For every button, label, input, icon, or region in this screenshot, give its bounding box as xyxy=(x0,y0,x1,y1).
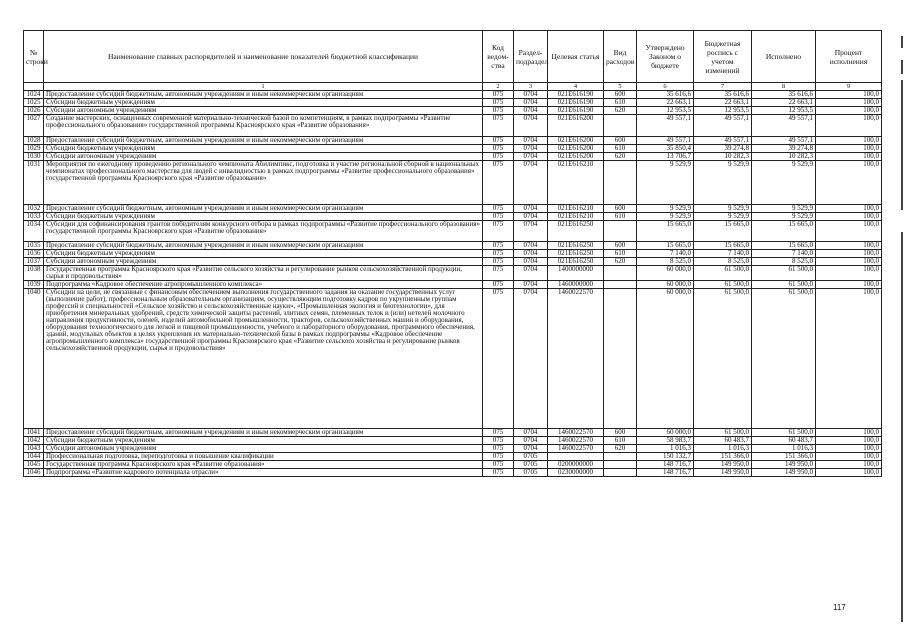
colnum-7: 7 xyxy=(694,83,752,91)
cell-type: 620 xyxy=(604,153,637,161)
header-percent: Процент исполнения xyxy=(816,31,882,83)
cell-code: 075 xyxy=(483,161,514,205)
cell-budget: 8 525,0 xyxy=(694,258,752,266)
cell-name: Мероприятия по ежегодному проведению регионального чемпионата Абилимпикс, подготовка и участие региональной сборной в национальных чемпионатах профессионального мастерства для людей с инвалидностью в рамках подпрограммы «Развитие профессионального образования» государственной программы Красноярского края «Развитие образования» xyxy=(44,161,483,205)
cell-executed: 35 616,6 xyxy=(752,91,816,99)
cell-approved: 9 529,9 xyxy=(637,213,694,221)
cell-budget: 9 529,9 xyxy=(694,205,752,213)
cell-no: 1042 xyxy=(24,437,44,445)
colnum-5: 5 xyxy=(604,83,637,91)
cell-approved: 9 529,9 xyxy=(637,205,694,213)
cell-code: 075 xyxy=(483,205,514,213)
cell-code: 075 xyxy=(483,213,514,221)
cell-executed: 9 529,9 xyxy=(752,213,816,221)
cell-target: 021Е616250 xyxy=(548,250,604,258)
cell-target: 021Е616190 xyxy=(548,91,604,99)
cell-budget: 10 282,3 xyxy=(694,153,752,161)
cell-code: 075 xyxy=(483,137,514,145)
cell-no: 1024 xyxy=(24,91,44,99)
cell-percent: 100,0 xyxy=(816,445,882,453)
cell-type: 620 xyxy=(604,258,637,266)
cell-type xyxy=(604,161,637,205)
cell-type xyxy=(604,266,637,281)
cell-section: 0704 xyxy=(514,107,548,115)
cell-section: 0704 xyxy=(514,137,548,145)
cell-approved: 49 557,1 xyxy=(637,137,694,145)
cell-approved: 15 665,0 xyxy=(637,242,694,250)
cell-section: 0704 xyxy=(514,266,548,281)
cell-no: 1039 xyxy=(24,281,44,289)
cell-budget: 61 500,0 xyxy=(694,281,752,289)
cell-type: 600 xyxy=(604,429,637,437)
cell-executed: 15 665,0 xyxy=(752,242,816,250)
cell-budget: 22 663,1 xyxy=(694,99,752,107)
cell-approved: 7 140,0 xyxy=(637,250,694,258)
cell-type: 620 xyxy=(604,445,637,453)
cell-code: 075 xyxy=(483,461,514,469)
cell-section: 0704 xyxy=(514,289,548,429)
cell-percent: 100,0 xyxy=(816,115,882,137)
cell-name: Государственная программа Красноярского края «Развитие сельского хозяйства и регулирование рынков сельскохозяйственной продукции, сырья и продовольствия» xyxy=(44,266,483,281)
cell-budget: 35 616,6 xyxy=(694,91,752,99)
cell-approved: 35 616,6 xyxy=(637,91,694,99)
cell-section: 0704 xyxy=(514,153,548,161)
table-row xyxy=(24,469,882,477)
cell-executed: 149 950,0 xyxy=(752,461,816,469)
cell-approved: 12 953,5 xyxy=(637,107,694,115)
cell-target: 1400000000 xyxy=(548,266,604,281)
cell-approved: 49 557,1 xyxy=(637,115,694,137)
cell-target: 021Е616200 xyxy=(548,145,604,153)
cell-target: 021Е616200 xyxy=(548,115,604,137)
cell-section: 0704 xyxy=(514,242,548,250)
cell-no: 1035 xyxy=(24,242,44,250)
cell-no: 1033 xyxy=(24,213,44,221)
cell-executed: 12 953,5 xyxy=(752,107,816,115)
page-number: 117 xyxy=(833,603,846,612)
cell-section: 0704 xyxy=(514,205,548,213)
header-section: Раздел-подраздел xyxy=(514,31,548,83)
colnum-2: 2 xyxy=(483,83,514,91)
cell-name: Субсидии бюджетным учреждениям xyxy=(44,437,483,445)
colnum-8: 8 xyxy=(752,83,816,91)
cell-no: 1041 xyxy=(24,429,44,437)
cell-executed: 49 557,1 xyxy=(752,137,816,145)
colnum-3: 3 xyxy=(514,83,548,91)
cell-budget: 149 950,0 xyxy=(694,469,752,477)
cell-section: 0704 xyxy=(514,429,548,437)
header-target: Целевая статья xyxy=(548,31,604,83)
cell-name: Субсидии автономным учреждениям xyxy=(44,153,483,161)
cell-percent: 100,0 xyxy=(816,461,882,469)
cell-executed: 8 525,0 xyxy=(752,258,816,266)
cell-section: 0704 xyxy=(514,221,548,242)
colnum-4: 4 xyxy=(548,83,604,91)
cell-type: 610 xyxy=(604,213,637,221)
cell-approved: 60 000,0 xyxy=(637,429,694,437)
header-budget: Бюджетная роспись с учетом изменений xyxy=(694,31,752,83)
cell-no: 1037 xyxy=(24,258,44,266)
budget-execution-table xyxy=(23,30,882,477)
cell-name: Предоставление субсидий бюджетным, автономным учреждениям и иным некоммерческим организациям xyxy=(44,242,483,250)
cell-budget: 12 953,5 xyxy=(694,107,752,115)
cell-approved: 58 983,7 xyxy=(637,437,694,445)
cell-executed: 10 282,3 xyxy=(752,153,816,161)
cell-code: 075 xyxy=(483,221,514,242)
header-name: Наименование главных распорядителей и наименование показателей бюджетной классификации xyxy=(44,31,483,83)
cell-code: 075 xyxy=(483,469,514,477)
cell-no: 1026 xyxy=(24,107,44,115)
cell-target: 021Е616190 xyxy=(548,107,604,115)
cell-percent: 100,0 xyxy=(816,453,882,461)
cell-budget: 151 366,0 xyxy=(694,453,752,461)
cell-budget: 149 950,0 xyxy=(694,461,752,469)
cell-percent: 100,0 xyxy=(816,281,882,289)
cell-code: 075 xyxy=(483,453,514,461)
budget-table-container xyxy=(23,30,881,477)
colnum-1: 1 xyxy=(44,83,483,91)
cell-name: Создание мастерских, оснащенных современной материально-технической базой по компетенциям, в рамках подпрограммы «Развитие профессионального образования» государственной программы Красноярского края «Развитие образования» xyxy=(44,115,483,137)
cell-percent: 100,0 xyxy=(816,145,882,153)
cell-budget: 39 274,8 xyxy=(694,145,752,153)
header-code: Код ведом-ства xyxy=(483,31,514,83)
cell-type: 610 xyxy=(604,437,637,445)
table-row xyxy=(24,266,882,281)
cell-budget: 15 665,0 xyxy=(694,242,752,250)
cell-budget: 61 500,0 xyxy=(694,429,752,437)
cell-code: 075 xyxy=(483,289,514,429)
cell-name: Государственная программа Красноярского края «Развитие образования» xyxy=(44,461,483,469)
cell-no: 1040 xyxy=(24,289,44,429)
cell-type xyxy=(604,115,637,137)
cell-code: 075 xyxy=(483,115,514,137)
cell-code: 075 xyxy=(483,107,514,115)
cell-budget: 15 665,0 xyxy=(694,221,752,242)
cell-name: Субсидии для софинансирования грантов победителям конкурсного отбора в рамках подпрограммы «Развитие профессионального образования» государственной программы Красноярского края «Развитие образования» xyxy=(44,221,483,242)
cell-executed: 60 483,7 xyxy=(752,437,816,445)
cell-percent: 100,0 xyxy=(816,153,882,161)
cell-target: 021Е616210 xyxy=(548,161,604,205)
cell-percent: 100,0 xyxy=(816,213,882,221)
cell-section: 0704 xyxy=(514,115,548,137)
cell-target: 021Е616250 xyxy=(548,258,604,266)
cell-code: 075 xyxy=(483,242,514,250)
cell-section: 0704 xyxy=(514,99,548,107)
cell-name: Предоставление субсидий бюджетным, автономным учреждениям и иным некоммерческим организациям xyxy=(44,137,483,145)
cell-name: Субсидии бюджетным учреждениям xyxy=(44,213,483,221)
table-row xyxy=(24,289,882,429)
cell-name: Субсидии на цели, не связанные с финансовым обеспечением выполнения государственного задания на оказание государственных услуг (выполнение работ), профессиональным образовательным организациям, осуществляющим подготовку кадров по укрупненным группам профессий и специальностей «Сельское хозяйство и сельскохозяйственные науки», «Промышленная экология и биотехнологии», для приобретения минеральных удобрений, средств химической защиты растений, элитных семян, племенных телок и (или) нетелей молочного направления продуктивности, оленей, изделий автомобильной промышленности, тракторов, сельскохозяйственных машин и оборудования, оборудования технологического для легкой и пищевой промышленности, учебного и лабораторного оборудования, программного обеспечения, зданий, модульных объектов в целях укрепления их материально-технической базы в рамках подпрограммы «Кадровое обеспечение агропромышленного комплекса» государственной программы Красноярского края «Развитие сельского хозяйства и регулирование рынков сельскохозяйственной продукции, сырья и продовольствия» xyxy=(44,289,483,429)
cell-percent: 100,0 xyxy=(816,205,882,213)
cell-budget: 49 557,1 xyxy=(694,115,752,137)
cell-target: 1460022570 xyxy=(548,445,604,453)
table-row xyxy=(24,221,882,242)
cell-executed: 39 274,8 xyxy=(752,145,816,153)
cell-type: 610 xyxy=(604,99,637,107)
cell-budget: 9 529,9 xyxy=(694,161,752,205)
cell-executed: 151 366,0 xyxy=(752,453,816,461)
table-row xyxy=(24,115,882,137)
cell-no: 1030 xyxy=(24,153,44,161)
cell-budget: 61 500,0 xyxy=(694,266,752,281)
cell-budget: 1 016,3 xyxy=(694,445,752,453)
cell-no: 1032 xyxy=(24,205,44,213)
cell-percent: 100,0 xyxy=(816,250,882,258)
cell-type: 610 xyxy=(604,145,637,153)
cell-section: 0705 xyxy=(514,453,548,461)
cell-code: 075 xyxy=(483,281,514,289)
cell-budget: 7 140,0 xyxy=(694,250,752,258)
cell-code: 075 xyxy=(483,437,514,445)
cell-code: 075 xyxy=(483,145,514,153)
cell-percent: 100,0 xyxy=(816,429,882,437)
cell-target: 1460022570 xyxy=(548,437,604,445)
cell-percent: 100,0 xyxy=(816,161,882,205)
cell-code: 075 xyxy=(483,99,514,107)
cell-executed: 1 016,3 xyxy=(752,445,816,453)
cell-name: Предоставление субсидий бюджетным, автономным учреждениям и иным некоммерческим организациям xyxy=(44,429,483,437)
cell-type: 600 xyxy=(604,242,637,250)
cell-type xyxy=(604,461,637,469)
header-type: Вид расходов xyxy=(604,31,637,83)
cell-section: 0704 xyxy=(514,91,548,99)
cell-section: 0704 xyxy=(514,258,548,266)
cell-executed: 9 529,9 xyxy=(752,161,816,205)
cell-type xyxy=(604,281,637,289)
cell-code: 075 xyxy=(483,429,514,437)
cell-no: 1043 xyxy=(24,445,44,453)
cell-no: 1038 xyxy=(24,266,44,281)
cell-approved: 22 663,1 xyxy=(637,99,694,107)
cell-percent: 100,0 xyxy=(816,107,882,115)
cell-no: 1044 xyxy=(24,453,44,461)
cell-budget: 61 500,0 xyxy=(694,289,752,429)
cell-executed: 9 529,9 xyxy=(752,205,816,213)
cell-name: Субсидии автономным учреждениям xyxy=(44,107,483,115)
cell-no: 1034 xyxy=(24,221,44,242)
cell-code: 075 xyxy=(483,258,514,266)
cell-no: 1036 xyxy=(24,250,44,258)
cell-name: Субсидии бюджетным учреждениям xyxy=(44,145,483,153)
colnum-9: 9 xyxy=(816,83,882,91)
cell-name: Подпрограмма «Кадровое обеспечение агропромышленного комплекса» xyxy=(44,281,483,289)
table-body xyxy=(24,91,882,477)
cell-code: 075 xyxy=(483,445,514,453)
cell-name: Субсидии бюджетным учреждениям xyxy=(44,250,483,258)
cell-budget: 60 483,7 xyxy=(694,437,752,445)
cell-name: Предоставление субсидий бюджетным, автономным учреждениям и иным некоммерческим организациям xyxy=(44,205,483,213)
cell-executed: 22 663,1 xyxy=(752,99,816,107)
header-row xyxy=(24,31,882,83)
cell-type xyxy=(604,469,637,477)
cell-section: 0704 xyxy=(514,445,548,453)
cell-approved: 148 716,7 xyxy=(637,461,694,469)
cell-approved: 15 665,0 xyxy=(637,221,694,242)
colnum-6: 6 xyxy=(637,83,694,91)
cell-executed: 7 140,0 xyxy=(752,250,816,258)
cell-section: 0704 xyxy=(514,250,548,258)
cell-type xyxy=(604,221,637,242)
cell-no: 1027 xyxy=(24,115,44,137)
cell-target: 021Е616190 xyxy=(548,99,604,107)
cell-no: 1025 xyxy=(24,99,44,107)
header-no: № строки xyxy=(24,31,44,83)
cell-target: 021Е616210 xyxy=(548,213,604,221)
cell-section: 0704 xyxy=(514,145,548,153)
cell-percent: 100,0 xyxy=(816,258,882,266)
cell-section: 0705 xyxy=(514,461,548,469)
cell-executed: 61 500,0 xyxy=(752,266,816,281)
cell-percent: 100,0 xyxy=(816,242,882,250)
cell-approved: 150 132,7 xyxy=(637,453,694,461)
cell-percent: 100,0 xyxy=(816,137,882,145)
cell-percent: 100,0 xyxy=(816,437,882,445)
cell-approved: 8 525,0 xyxy=(637,258,694,266)
cell-type: 600 xyxy=(604,205,637,213)
cell-percent: 100,0 xyxy=(816,469,882,477)
cell-budget: 49 557,1 xyxy=(694,137,752,145)
cell-section: 0704 xyxy=(514,161,548,205)
cell-approved: 60 000,0 xyxy=(637,266,694,281)
cell-name: Субсидии автономным учреждениям xyxy=(44,445,483,453)
cell-target: 1460022570 xyxy=(548,429,604,437)
cell-target: 021Е616200 xyxy=(548,153,604,161)
cell-type: 600 xyxy=(604,91,637,99)
cell-section: 0704 xyxy=(514,437,548,445)
cell-no: 1029 xyxy=(24,145,44,153)
cell-executed: 61 500,0 xyxy=(752,289,816,429)
cell-type: 610 xyxy=(604,250,637,258)
cell-name: Субсидии бюджетным учреждениям xyxy=(44,99,483,107)
cell-name: Подпрограмма «Развитие кадрового потенциала отрасли» xyxy=(44,469,483,477)
cell-target: 021Е616210 xyxy=(548,205,604,213)
cell-code: 075 xyxy=(483,266,514,281)
cell-approved: 1 016,3 xyxy=(637,445,694,453)
cell-target: 021Е616200 xyxy=(548,137,604,145)
cell-no: 1031 xyxy=(24,161,44,205)
cell-type xyxy=(604,289,637,429)
cell-target: 021Е616250 xyxy=(548,221,604,242)
cell-approved: 60 000,0 xyxy=(637,289,694,429)
header-executed: Исполнено xyxy=(752,31,816,83)
cell-code: 075 xyxy=(483,91,514,99)
cell-executed: 15 665,0 xyxy=(752,221,816,242)
cell-type: 600 xyxy=(604,137,637,145)
cell-target: 021Е616250 xyxy=(548,242,604,250)
cell-code: 075 xyxy=(483,250,514,258)
cell-percent: 100,0 xyxy=(816,91,882,99)
cell-approved: 60 000,0 xyxy=(637,281,694,289)
cell-budget: 9 529,9 xyxy=(694,213,752,221)
cell-executed: 49 557,1 xyxy=(752,115,816,137)
cell-approved: 9 529,9 xyxy=(637,161,694,205)
cell-name: Субсидии автономным учреждениям xyxy=(44,258,483,266)
cell-no: 1045 xyxy=(24,461,44,469)
cell-type: 620 xyxy=(604,107,637,115)
cell-percent: 100,0 xyxy=(816,266,882,281)
table-row xyxy=(24,161,882,205)
cell-target: 0230000000 xyxy=(548,469,604,477)
cell-target: 0200000000 xyxy=(548,461,604,469)
cell-no: 1046 xyxy=(24,469,44,477)
cell-percent: 100,0 xyxy=(816,99,882,107)
cell-executed: 149 950,0 xyxy=(752,469,816,477)
cell-executed: 61 500,0 xyxy=(752,281,816,289)
cell-section: 0704 xyxy=(514,213,548,221)
cell-target: 1460000000 xyxy=(548,281,604,289)
cell-name: Профессиональная подготовка, переподготовка и повышение квалификации xyxy=(44,453,483,461)
header-approved: Утверждено Законом о бюджете xyxy=(637,31,694,83)
cell-section: 0704 xyxy=(514,281,548,289)
cell-code: 075 xyxy=(483,153,514,161)
cell-no: 1028 xyxy=(24,137,44,145)
cell-section: 0705 xyxy=(514,469,548,477)
cell-approved: 35 850,4 xyxy=(637,145,694,153)
cell-name: Предоставление субсидий бюджетным, автономным учреждениям и иным некоммерческим организациям xyxy=(44,91,483,99)
cell-approved: 13 706,7 xyxy=(637,153,694,161)
cell-executed: 61 500,0 xyxy=(752,429,816,437)
cell-approved: 148 716,7 xyxy=(637,469,694,477)
cell-percent: 100,0 xyxy=(816,221,882,242)
cell-type xyxy=(604,453,637,461)
cell-target: 1460022570 xyxy=(548,289,604,429)
cell-percent: 100,0 xyxy=(816,289,882,429)
